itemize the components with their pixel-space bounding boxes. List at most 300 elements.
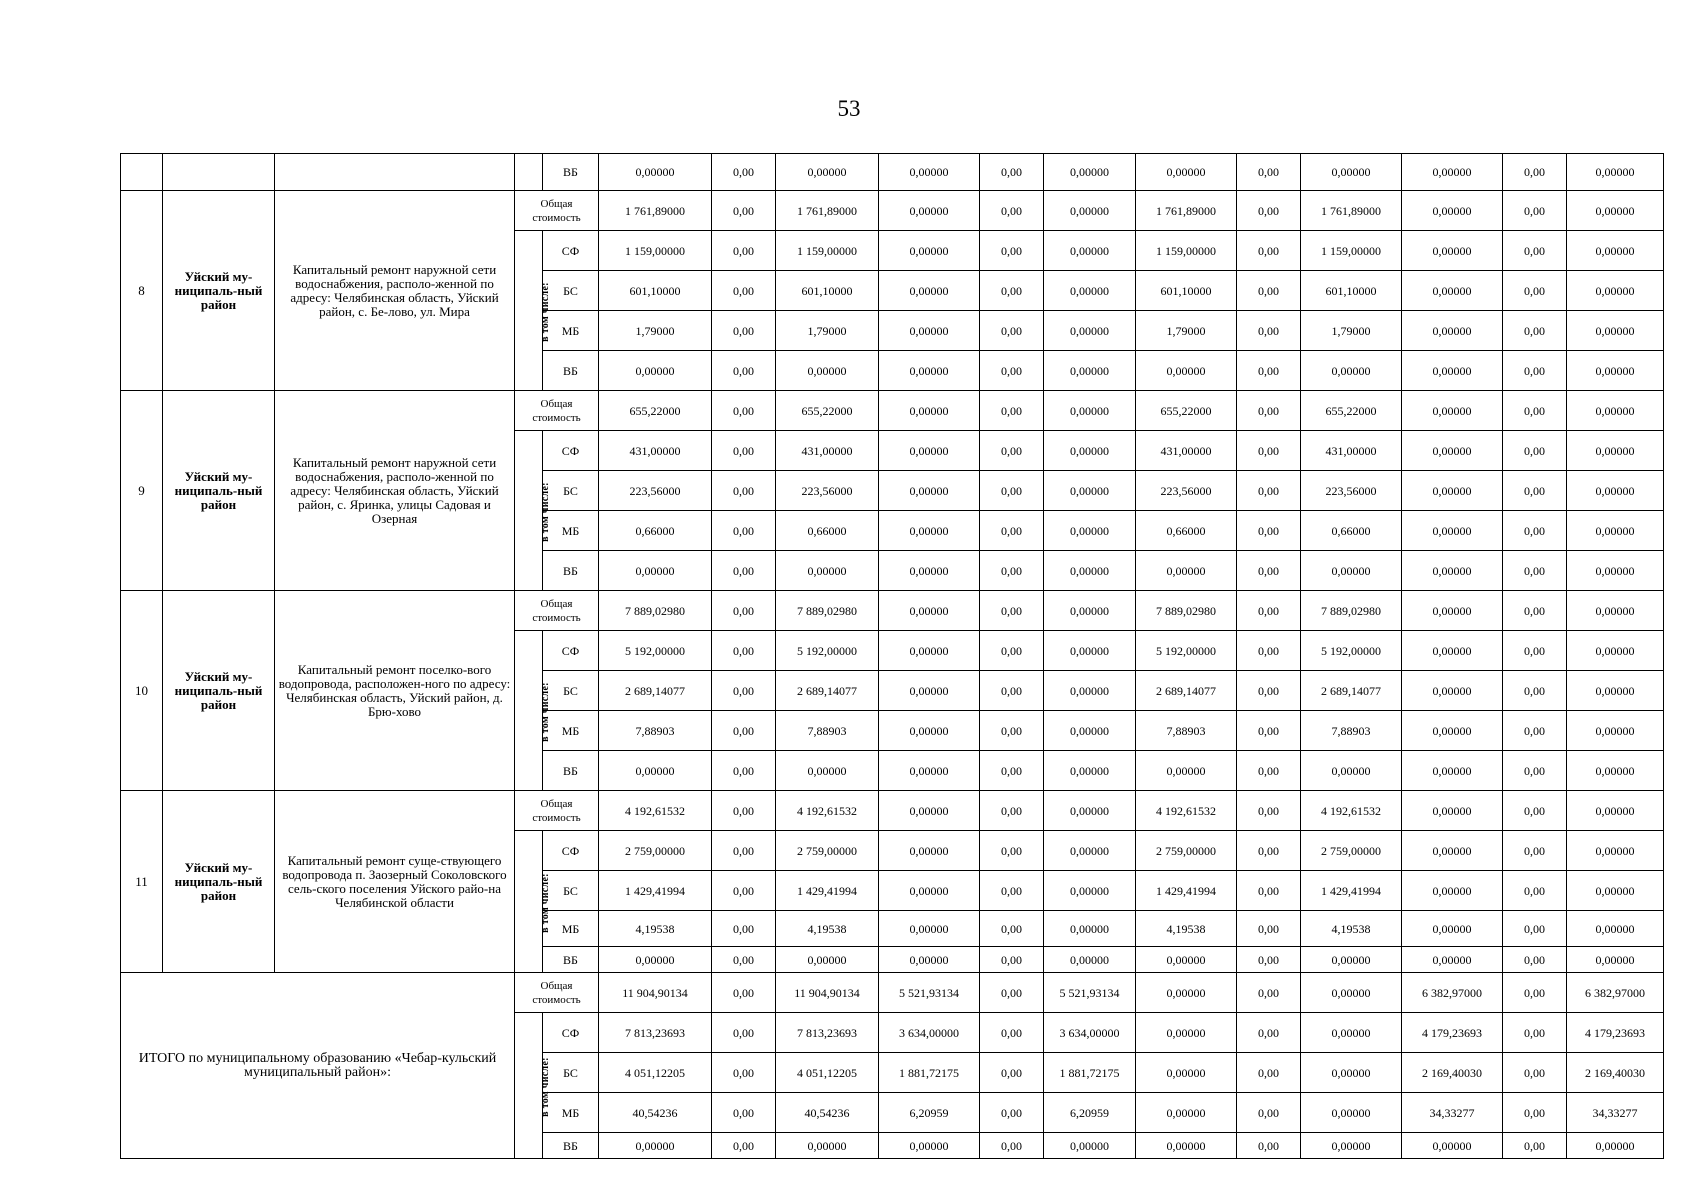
source-label: ВБ — [543, 351, 599, 391]
value-cell: 0,00 — [1237, 551, 1301, 591]
value-cell: 0,00000 — [1044, 631, 1136, 671]
value-cell: 0,00000 — [1567, 351, 1664, 391]
value-cell: 4,19538 — [599, 911, 712, 947]
value-cell: 1,79000 — [776, 311, 879, 351]
value-cell: 2 169,40030 — [1402, 1053, 1503, 1093]
value-cell: 0,00000 — [1402, 191, 1503, 231]
value-cell: 601,10000 — [1301, 271, 1402, 311]
value-cell: 0,00 — [712, 351, 776, 391]
value-cell: 431,00000 — [776, 431, 879, 471]
value-cell: 0,00 — [1503, 671, 1567, 711]
value-cell: 0,00 — [1503, 391, 1567, 431]
value-cell: 0,00 — [1503, 591, 1567, 631]
value-cell: 0,00 — [1503, 973, 1567, 1013]
value-cell: 0,00 — [1237, 231, 1301, 271]
value-cell: 2 759,00000 — [776, 831, 879, 871]
value-cell: 0,00 — [712, 871, 776, 911]
project-number: 8 — [121, 191, 163, 391]
source-label: МБ — [543, 911, 599, 947]
value-cell: 0,00000 — [1301, 351, 1402, 391]
total-row — [121, 973, 1664, 1013]
value-cell: 0,00 — [1503, 947, 1567, 973]
value-cell: 0,00 — [980, 947, 1044, 973]
value-cell: 0,00 — [1503, 1093, 1567, 1133]
value-cell: 5 192,00000 — [599, 631, 712, 671]
value-cell: 0,00000 — [1044, 471, 1136, 511]
value-cell: 0,00 — [1237, 1053, 1301, 1093]
value-cell: 431,00000 — [1136, 431, 1237, 471]
value-cell: 0,00000 — [879, 351, 980, 391]
value-cell: 0,00 — [1237, 154, 1301, 191]
value-cell: 0,00 — [1503, 1133, 1567, 1159]
including-label-text: в том числе: — [539, 1056, 551, 1117]
value-cell: 0,00 — [712, 911, 776, 947]
value-cell: 0,00 — [1237, 711, 1301, 751]
value-cell: 0,00 — [1503, 191, 1567, 231]
value-cell: 3 634,00000 — [879, 1013, 980, 1053]
value-cell: 0,00 — [980, 154, 1044, 191]
value-cell: 0,00000 — [879, 631, 980, 671]
value-cell: 0,00000 — [1567, 1133, 1664, 1159]
value-cell: 0,00 — [1237, 751, 1301, 791]
value-cell: 0,00000 — [1301, 751, 1402, 791]
value-cell: 0,00000 — [1301, 1133, 1402, 1159]
value-cell: 0,00000 — [1301, 1053, 1402, 1093]
value-cell: 0,00000 — [1136, 947, 1237, 973]
value-cell: 0,00 — [712, 1013, 776, 1053]
value-cell: 0,00000 — [1567, 911, 1664, 947]
value-cell: 6 382,97000 — [1402, 973, 1503, 1013]
value-cell: 0,00 — [1503, 751, 1567, 791]
including-label-text: в том числе: — [539, 872, 551, 933]
value-cell: 4,19538 — [776, 911, 879, 947]
value-cell: 0,66000 — [1301, 511, 1402, 551]
value-cell: 0,00 — [1237, 1133, 1301, 1159]
value-cell: 5 192,00000 — [1301, 631, 1402, 671]
value-cell: 2 689,14077 — [776, 671, 879, 711]
value-cell: 0,00000 — [1044, 791, 1136, 831]
value-cell: 2 759,00000 — [1136, 831, 1237, 871]
value-cell: 0,00 — [980, 871, 1044, 911]
value-cell: 223,56000 — [1136, 471, 1237, 511]
value-cell: 1 881,72175 — [879, 1053, 980, 1093]
value-cell: 0,00000 — [1567, 231, 1664, 271]
value-cell: 0,00 — [1237, 591, 1301, 631]
value-cell: 0,00 — [712, 431, 776, 471]
value-cell: 7 889,02980 — [1136, 591, 1237, 631]
value-cell: 0,00000 — [1567, 391, 1664, 431]
value-cell: 0,00000 — [776, 154, 879, 191]
value-cell: 0,00000 — [1567, 671, 1664, 711]
value-cell: 0,00 — [980, 631, 1044, 671]
value-cell: 1 761,89000 — [1301, 191, 1402, 231]
value-cell: 0,00000 — [1567, 591, 1664, 631]
value-cell: 0,00000 — [599, 947, 712, 973]
value-cell: 0,00000 — [1044, 311, 1136, 351]
value-cell: 5 192,00000 — [1136, 631, 1237, 671]
value-cell: 0,00000 — [1402, 271, 1503, 311]
value-cell: 0,00000 — [879, 311, 980, 351]
value-cell: 0,00 — [1237, 791, 1301, 831]
value-cell: 2 169,40030 — [1567, 1053, 1664, 1093]
value-cell: 1 159,00000 — [1136, 231, 1237, 271]
source-label: БС — [543, 871, 599, 911]
empty-cell — [121, 154, 163, 191]
value-cell: 0,00000 — [1402, 591, 1503, 631]
value-cell: 0,00 — [1503, 711, 1567, 751]
value-cell: 0,00 — [712, 311, 776, 351]
value-cell: 0,00 — [1237, 871, 1301, 911]
value-cell: 0,00000 — [1567, 631, 1664, 671]
source-label: ВБ — [543, 751, 599, 791]
value-cell: 0,00000 — [1136, 973, 1237, 1013]
value-cell: 0,00 — [712, 271, 776, 311]
value-cell: 0,00000 — [879, 751, 980, 791]
value-cell: 0,00000 — [879, 231, 980, 271]
value-cell: 0,00 — [712, 947, 776, 973]
value-cell: 0,00000 — [1402, 631, 1503, 671]
project-description: Капитальный ремонт наружной сети водоснабжения, располо-женной по адресу: Челябинская область, Уйский район, с. Бе-лово, ул. Мира — [275, 191, 515, 391]
value-cell: 0,00000 — [1402, 871, 1503, 911]
including-label — [515, 1013, 551, 1159]
value-cell: 4 179,23693 — [1567, 1013, 1664, 1053]
value-cell: 0,00000 — [1402, 351, 1503, 391]
source-label: БС — [543, 271, 599, 311]
value-cell: 0,00000 — [1044, 831, 1136, 871]
value-cell: 0,00000 — [1301, 973, 1402, 1013]
source-label: МБ — [543, 311, 599, 351]
value-cell: 0,00000 — [1136, 351, 1237, 391]
value-cell: 0,00000 — [1044, 511, 1136, 551]
value-cell: 2 759,00000 — [599, 831, 712, 871]
including-label — [515, 831, 551, 973]
value-cell: 0,00 — [1237, 631, 1301, 671]
value-cell: 0,00000 — [1567, 831, 1664, 871]
value-cell: 0,00 — [1503, 1013, 1567, 1053]
value-cell: 0,00000 — [1136, 1013, 1237, 1053]
value-cell: 0,00 — [1237, 1093, 1301, 1133]
value-cell: 655,22000 — [1301, 391, 1402, 431]
including-label — [515, 631, 551, 791]
value-cell: 0,66000 — [776, 511, 879, 551]
project-number: 10 — [121, 591, 163, 791]
value-cell: 0,00000 — [1044, 231, 1136, 271]
value-cell: 1,79000 — [1136, 311, 1237, 351]
value-cell: 0,00 — [1237, 351, 1301, 391]
value-cell: 0,00000 — [1136, 154, 1237, 191]
value-cell: 0,00 — [980, 1093, 1044, 1133]
source-label: ВБ — [543, 551, 599, 591]
value-cell: 1 159,00000 — [776, 231, 879, 271]
value-cell: 0,00 — [712, 511, 776, 551]
value-cell: 0,00000 — [776, 551, 879, 591]
value-cell: 5 521,93134 — [879, 973, 980, 1013]
value-cell: 0,00 — [1503, 431, 1567, 471]
value-cell: 4 179,23693 — [1402, 1013, 1503, 1053]
budget-table — [120, 153, 1664, 1159]
value-cell: 2 689,14077 — [1136, 671, 1237, 711]
value-cell: 0,00000 — [1402, 431, 1503, 471]
value-cell: 0,00 — [1503, 551, 1567, 591]
value-cell: 0,00000 — [776, 1133, 879, 1159]
value-cell: 0,00000 — [1567, 191, 1664, 231]
value-cell: 0,00 — [1237, 311, 1301, 351]
total-cost-label: Общая стоимость — [515, 391, 599, 431]
value-cell: 0,00 — [712, 751, 776, 791]
value-cell: 0,00000 — [879, 911, 980, 947]
value-cell: 0,00 — [980, 471, 1044, 511]
value-cell: 0,00 — [1237, 511, 1301, 551]
value-cell: 0,00 — [712, 791, 776, 831]
municipality-name: Уйский му-ниципаль-ный район — [163, 791, 275, 973]
value-cell: 0,00000 — [1044, 711, 1136, 751]
value-cell: 0,00 — [712, 711, 776, 751]
value-cell: 0,00 — [980, 311, 1044, 351]
empty-cell — [275, 154, 515, 191]
value-cell: 0,00000 — [1402, 551, 1503, 591]
source-label: ВБ — [543, 154, 599, 191]
value-cell: 0,00 — [980, 391, 1044, 431]
value-cell: 6,20959 — [879, 1093, 980, 1133]
value-cell: 0,00000 — [879, 871, 980, 911]
table-body — [121, 154, 1664, 1159]
value-cell: 7,88903 — [1301, 711, 1402, 751]
value-cell: 0,00000 — [1567, 431, 1664, 471]
value-cell: 0,00000 — [1044, 271, 1136, 311]
value-cell: 0,00000 — [1567, 871, 1664, 911]
value-cell: 4 192,61532 — [599, 791, 712, 831]
value-cell: 0,00 — [712, 591, 776, 631]
value-cell: 0,00000 — [1567, 311, 1664, 351]
value-cell: 0,00000 — [1567, 471, 1664, 511]
value-cell: 1,79000 — [599, 311, 712, 351]
value-cell: 1 761,89000 — [776, 191, 879, 231]
value-cell: 0,66000 — [599, 511, 712, 551]
value-cell: 0,00 — [1237, 973, 1301, 1013]
value-cell: 0,00000 — [1402, 947, 1503, 973]
value-cell: 0,00 — [1503, 154, 1567, 191]
value-cell: 0,00 — [1503, 1053, 1567, 1093]
value-cell: 0,00000 — [776, 751, 879, 791]
value-cell: 655,22000 — [776, 391, 879, 431]
value-cell: 0,00000 — [1567, 751, 1664, 791]
value-cell: 0,00000 — [1044, 551, 1136, 591]
value-cell: 1 761,89000 — [1136, 191, 1237, 231]
value-cell: 0,00 — [712, 1053, 776, 1093]
project-description: Капитальный ремонт поселко-вого водопровода, расположен-ного по адресу: Челябинская область, Уйский район, д. Брю-хово — [275, 591, 515, 791]
page-number: 53 — [837, 96, 861, 121]
source-label: СФ — [543, 1013, 599, 1053]
value-cell: 5 192,00000 — [776, 631, 879, 671]
value-cell: 0,00 — [980, 751, 1044, 791]
value-cell: 0,00000 — [1567, 711, 1664, 751]
value-cell: 6 382,97000 — [1567, 973, 1664, 1013]
value-cell: 0,00000 — [879, 671, 980, 711]
value-cell: 0,00000 — [1301, 551, 1402, 591]
value-cell: 601,10000 — [1136, 271, 1237, 311]
value-cell: 0,00000 — [1402, 391, 1503, 431]
value-cell: 0,00 — [1237, 947, 1301, 973]
value-cell: 0,00 — [980, 831, 1044, 871]
total-cost-label: Общая стоимость — [515, 791, 599, 831]
value-cell: 0,00 — [1237, 831, 1301, 871]
total-cost-label: Общая стоимость — [515, 191, 599, 231]
value-cell: 0,00000 — [776, 351, 879, 391]
value-cell: 1 761,89000 — [599, 191, 712, 231]
value-cell: 7 813,23693 — [776, 1013, 879, 1053]
value-cell: 4,19538 — [1301, 911, 1402, 947]
value-cell: 1 429,41994 — [776, 871, 879, 911]
value-cell: 0,00000 — [776, 947, 879, 973]
value-cell: 0,00000 — [879, 431, 980, 471]
value-cell: 1 429,41994 — [1301, 871, 1402, 911]
value-cell: 0,00 — [1503, 271, 1567, 311]
value-cell: 7 813,23693 — [599, 1013, 712, 1053]
value-cell: 0,00000 — [1044, 1133, 1136, 1159]
value-cell: 0,00000 — [1402, 751, 1503, 791]
value-cell: 0,00 — [1237, 191, 1301, 231]
source-label: СФ — [543, 831, 599, 871]
value-cell: 4 051,12205 — [776, 1053, 879, 1093]
value-cell: 4 192,61532 — [1301, 791, 1402, 831]
value-cell: 4 192,61532 — [776, 791, 879, 831]
total-label: ИТОГО по муниципальному образованию «Чебар-кульский муниципальный район»: — [121, 973, 515, 1159]
value-cell: 2 759,00000 — [1301, 831, 1402, 871]
value-cell: 0,00000 — [599, 751, 712, 791]
including-label-text: в том числе: — [539, 481, 551, 542]
value-cell: 0,00000 — [879, 1133, 980, 1159]
value-cell: 0,00000 — [1402, 671, 1503, 711]
value-cell: 0,00 — [980, 973, 1044, 1013]
value-cell: 2 689,14077 — [1301, 671, 1402, 711]
empty-cell — [515, 154, 543, 191]
value-cell: 0,00 — [712, 191, 776, 231]
value-cell: 0,00000 — [599, 551, 712, 591]
source-label: БС — [543, 471, 599, 511]
value-cell: 0,00 — [1237, 671, 1301, 711]
value-cell: 0,00000 — [1567, 551, 1664, 591]
table-row — [121, 791, 1664, 831]
source-label: ВБ — [543, 1133, 599, 1159]
value-cell: 0,00 — [980, 231, 1044, 271]
value-cell: 0,00000 — [879, 551, 980, 591]
value-cell: 0,00 — [1503, 471, 1567, 511]
value-cell: 431,00000 — [599, 431, 712, 471]
value-cell: 0,00 — [1503, 231, 1567, 271]
value-cell: 2 689,14077 — [599, 671, 712, 711]
value-cell: 0,00 — [980, 1053, 1044, 1093]
value-cell: 0,00 — [1503, 351, 1567, 391]
total-cost-label: Общая стоимость — [515, 973, 599, 1013]
value-cell: 1 429,41994 — [599, 871, 712, 911]
value-cell: 0,00 — [712, 471, 776, 511]
value-cell: 0,00000 — [879, 511, 980, 551]
value-cell: 0,00 — [712, 631, 776, 671]
value-cell: 0,00000 — [1136, 551, 1237, 591]
value-cell: 0,00000 — [1044, 431, 1136, 471]
value-cell: 0,00 — [1503, 791, 1567, 831]
value-cell: 0,00000 — [1301, 1093, 1402, 1133]
municipality-name: Уйский му-ниципаль-ный район — [163, 591, 275, 791]
value-cell: 1 881,72175 — [1044, 1053, 1136, 1093]
value-cell: 1 159,00000 — [1301, 231, 1402, 271]
value-cell: 0,00000 — [879, 791, 980, 831]
value-cell: 0,00000 — [1567, 511, 1664, 551]
value-cell: 0,00000 — [1402, 511, 1503, 551]
value-cell: 40,54236 — [776, 1093, 879, 1133]
value-cell: 0,00000 — [1402, 471, 1503, 511]
value-cell: 3 634,00000 — [1044, 1013, 1136, 1053]
value-cell: 0,00000 — [879, 191, 980, 231]
value-cell: 34,33277 — [1567, 1093, 1664, 1133]
value-cell: 0,00 — [1503, 831, 1567, 871]
value-cell: 0,00 — [980, 1133, 1044, 1159]
value-cell: 0,00 — [1237, 471, 1301, 511]
value-cell: 0,00 — [980, 791, 1044, 831]
value-cell: 0,00000 — [1567, 791, 1664, 831]
value-cell: 0,00 — [1237, 271, 1301, 311]
value-cell: 0,00000 — [1044, 911, 1136, 947]
source-label: МБ — [543, 711, 599, 751]
value-cell: 0,00 — [1237, 1013, 1301, 1053]
source-label: ВБ — [543, 947, 599, 973]
value-cell: 0,00000 — [879, 391, 980, 431]
project-number: 9 — [121, 391, 163, 591]
value-cell: 7,88903 — [776, 711, 879, 751]
value-cell: 0,00000 — [1044, 351, 1136, 391]
including-label-text: в том числе: — [539, 681, 551, 742]
value-cell: 0,00 — [1237, 391, 1301, 431]
value-cell: 0,00000 — [599, 154, 712, 191]
value-cell: 0,00000 — [1044, 751, 1136, 791]
including-label — [515, 231, 551, 391]
value-cell: 0,00000 — [1044, 671, 1136, 711]
value-cell: 0,00000 — [1301, 947, 1402, 973]
table-row — [121, 154, 1664, 191]
value-cell: 223,56000 — [776, 471, 879, 511]
source-label: БС — [543, 671, 599, 711]
value-cell: 0,00 — [1237, 431, 1301, 471]
value-cell: 0,00 — [1503, 631, 1567, 671]
value-cell: 0,00 — [980, 1013, 1044, 1053]
value-cell: 0,00000 — [1567, 947, 1664, 973]
including-label-text: в том числе: — [539, 281, 551, 342]
empty-cell — [163, 154, 275, 191]
value-cell: 0,00000 — [1136, 751, 1237, 791]
source-label: СФ — [543, 431, 599, 471]
value-cell: 0,00000 — [1136, 1133, 1237, 1159]
value-cell: 0,00000 — [1044, 191, 1136, 231]
value-cell: 0,00 — [980, 551, 1044, 591]
value-cell: 0,00000 — [1402, 311, 1503, 351]
value-cell: 0,00000 — [1044, 591, 1136, 631]
value-cell: 0,00 — [980, 431, 1044, 471]
project-number: 11 — [121, 791, 163, 973]
value-cell: 0,00000 — [599, 1133, 712, 1159]
value-cell: 0,00000 — [1301, 1013, 1402, 1053]
value-cell: 1,79000 — [1301, 311, 1402, 351]
value-cell: 7,88903 — [1136, 711, 1237, 751]
value-cell: 0,00000 — [1136, 1053, 1237, 1093]
source-label: СФ — [543, 631, 599, 671]
value-cell: 0,00000 — [1402, 831, 1503, 871]
value-cell: 0,00 — [712, 391, 776, 431]
value-cell: 0,00000 — [1402, 711, 1503, 751]
value-cell: 0,00000 — [1044, 871, 1136, 911]
municipality-name: Уйский му-ниципаль-ный район — [163, 391, 275, 591]
including-label — [515, 431, 551, 591]
value-cell: 4 192,61532 — [1136, 791, 1237, 831]
